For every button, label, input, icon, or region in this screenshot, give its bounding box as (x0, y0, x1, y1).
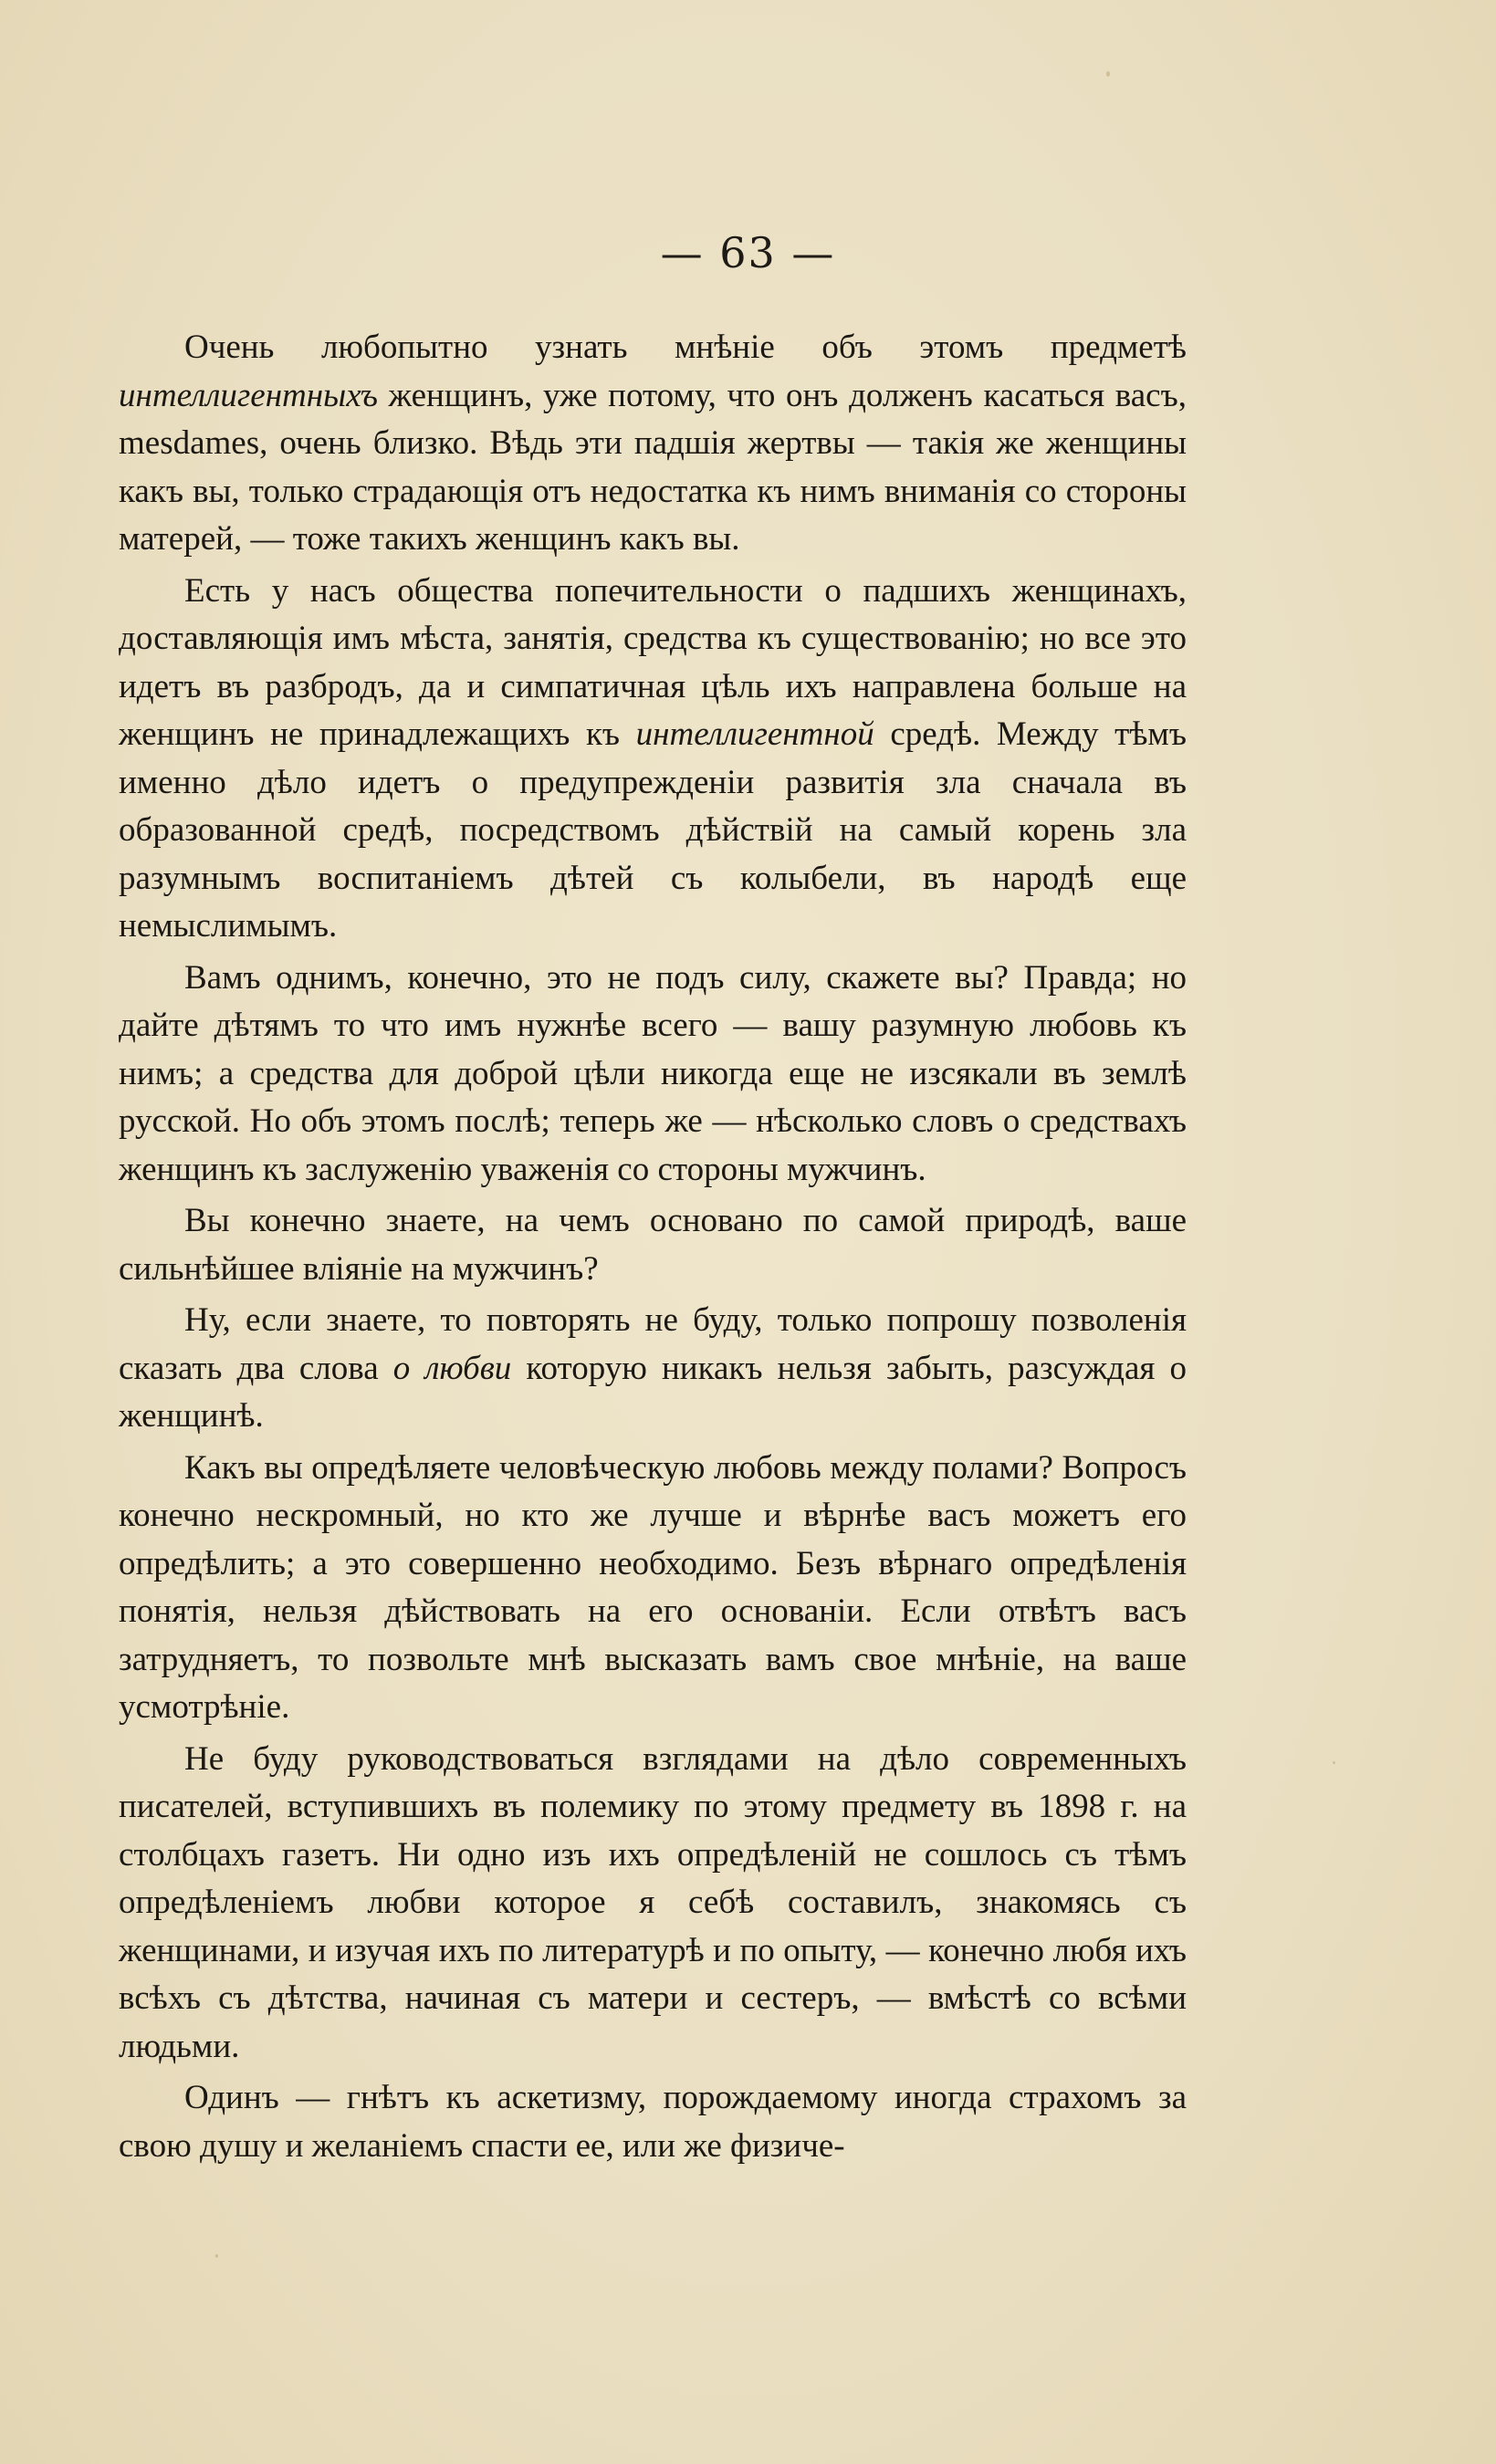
paper-speck (215, 2254, 218, 2258)
page-number: — 63 — (660, 228, 836, 277)
paragraph (119, 955, 1187, 1195)
italic-emphasis: интеллигентной (635, 715, 874, 753)
text-run: Вы конечно знаете, на чемъ основано по самой природѣ, ваше сильнѣйшее вліяніе на мужчинъ? (119, 1202, 1187, 1288)
text-run: Не буду руководствоваться взглядами на дѣло современныхъ писателей, вступившихъ въ полемику по этому предмету въ 1898 г. на столбцахъ газетъ. Ни одно изъ ихъ опредѣленій не сошлось съ тѣмъ опредѣленіемъ любви которое я себѣ составилъ, знакомясь съ женщинами, и изучая ихъ по литературѣ и по опыту, — конечно любя ихъ всѣхъ съ дѣтства, начиная съ матери и сестеръ, — вмѣстѣ со всѣми людьми. (119, 1739, 1187, 2065)
text-run: Есть у насъ общества попечительности о падшихъ женщинахъ, доставляющія имъ мѣста, занятія, средства къ существованію; но все это идетъ въ разбродъ, да и симпатичная цѣль ихъ направлена больше на женщинъ не принадлежащихъ къ (119, 571, 1187, 753)
italic-emphasis: о любви (392, 1349, 512, 1387)
italic-emphasis: интеллигентныхъ (119, 376, 378, 414)
paper-speck (1106, 71, 1110, 77)
text-run: средѣ. Между тѣмъ именно дѣло идетъ о предупрежденіи развитія зла сначала въ образованной средѣ, посредствомъ дѣйствій на самый корень зла разумнымъ воспитаніемъ дѣтей съ колыбели, въ народѣ еще немыслимымъ. (119, 715, 1187, 945)
paragraph (119, 568, 1187, 951)
text-run: которую никакъ нельзя забыть, разсуждая о женщинѣ. (119, 1349, 1187, 1435)
text-run: Вамъ однимъ, конечно, это не подъ силу, скажете вы? Правда; но дайте дѣтямъ то что имъ нужнѣе всего — вашу разумную любовь къ нимъ; а средства для доброй цѣли никогда еще не изсякали въ землѣ русской. Но объ этомъ послѣ; теперь же — нѣсколько словъ о средствахъ женщинъ къ заслуженію уваженія со стороны мужчинъ. (119, 958, 1187, 1188)
paragraph (119, 1297, 1187, 1441)
paragraph (119, 1445, 1187, 1732)
text-run: Какъ вы опредѣляете человѣческую любовь между полами? Вопросъ конечно нескромный, но кто же лучше и вѣрнѣе васъ можетъ его опредѣлить; а это совершенно необходимо. Безъ вѣрнаго опредѣленія понятія, нельзя дѣйствовать на его основаніи. Если отвѣтъ васъ затрудняетъ, то позвольте мнѣ высказать вамъ свое мнѣніе, на ваше усмотрѣніе. (119, 1448, 1187, 1726)
paragraph (119, 2074, 1187, 2170)
paragraph (119, 324, 1187, 564)
text-run: Очень любопытно узнать мнѣніе объ этомъ предметѣ (184, 329, 1187, 366)
text-run: женщинъ, уже потому, что онъ долженъ касаться васъ, mesdames, очень близко. Вѣдь эти падшія жертвы — такія же женщины какъ вы, только страдающія отъ недостатка къ нимъ вниманія со стороны матерей, — тоже такихъ женщинъ какъ вы. (119, 376, 1187, 558)
text-run: Одинъ — гнѣтъ къ аскетизму, порождаемому иногда страхомъ за свою душу и желаніемъ спасти ее, или же физиче- (119, 2079, 1187, 2165)
body-text (119, 324, 1187, 2174)
paragraph (119, 1736, 1187, 2072)
paper-speck (1333, 1761, 1335, 1764)
paragraph (119, 1197, 1187, 1293)
text-run: Ну, если знаете, то повторять не буду, только попрошу позволенія сказать два слова (119, 1301, 1187, 1387)
